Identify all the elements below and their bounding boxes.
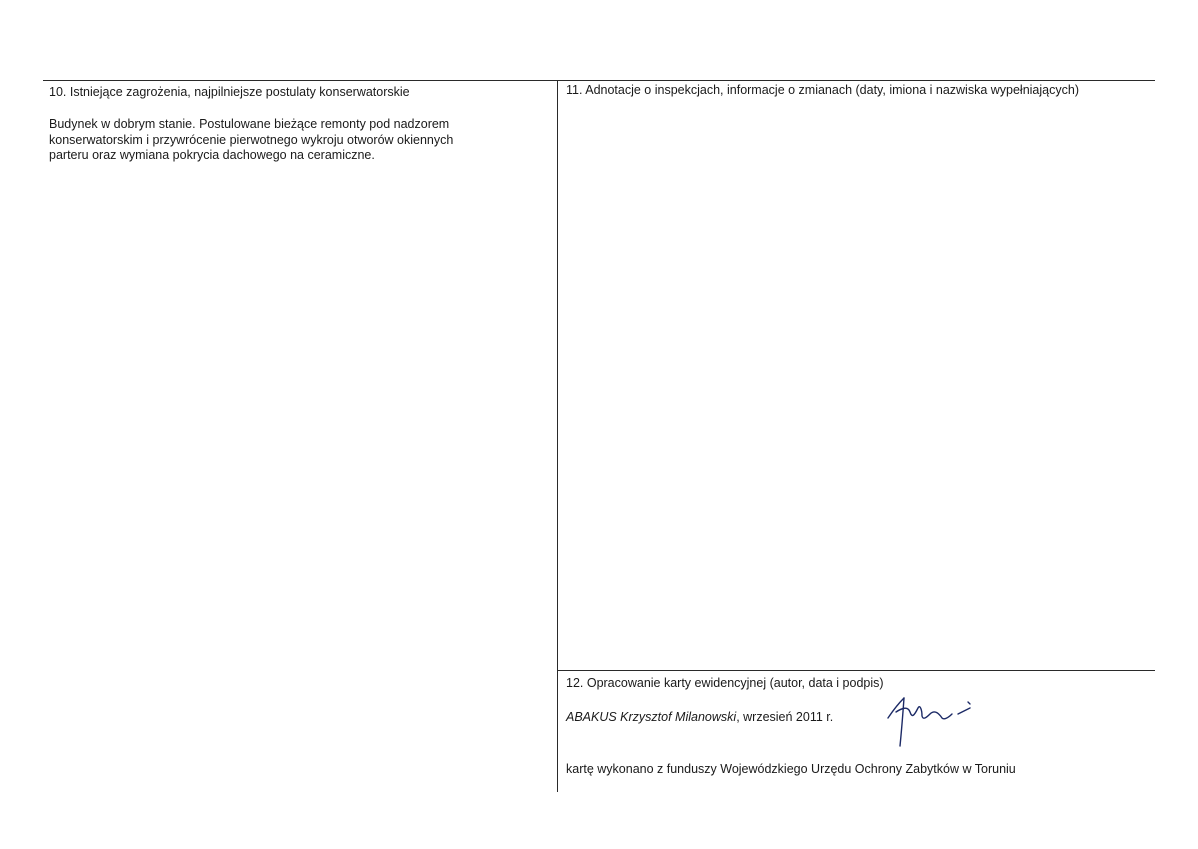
author-line	[566, 710, 833, 725]
section-10-line: parteru oraz wymiana pokrycia dachowego na ceramiczne.	[49, 148, 375, 162]
author-date: , wrzesień 2011 r.	[736, 710, 834, 724]
section-12-rule	[558, 670, 1155, 671]
column-divider	[557, 80, 558, 792]
section-12-heading: 12. Opracowanie karty ewidencyjnej (autor, data i podpis)	[566, 676, 884, 690]
signature-icon	[880, 690, 980, 750]
funding-note: kartę wykonano z funduszy Wojewódzkiego Urzędu Ochrony Zabytków w Toruniu	[566, 762, 1016, 776]
author-name: ABAKUS Krzysztof Milanowski	[566, 710, 737, 724]
section-10-body	[49, 117, 529, 164]
section-10-heading: 10. Istniejące zagrożenia, najpilniejsze postulaty konserwatorskie	[49, 85, 410, 99]
section-11-heading: 11. Adnotacje o inspekcjach, informacje o zmianach (daty, imiona i nazwiska wypełniających)	[566, 83, 1079, 97]
section-10-line: konserwatorskim i przywrócenie pierwotnego wykroju otworów okiennych	[49, 132, 454, 147]
section-10-line: Budynek w dobrym stanie. Postulowane bieżące remonty pod nadzorem	[49, 117, 450, 131]
top-rule	[43, 80, 1155, 81]
